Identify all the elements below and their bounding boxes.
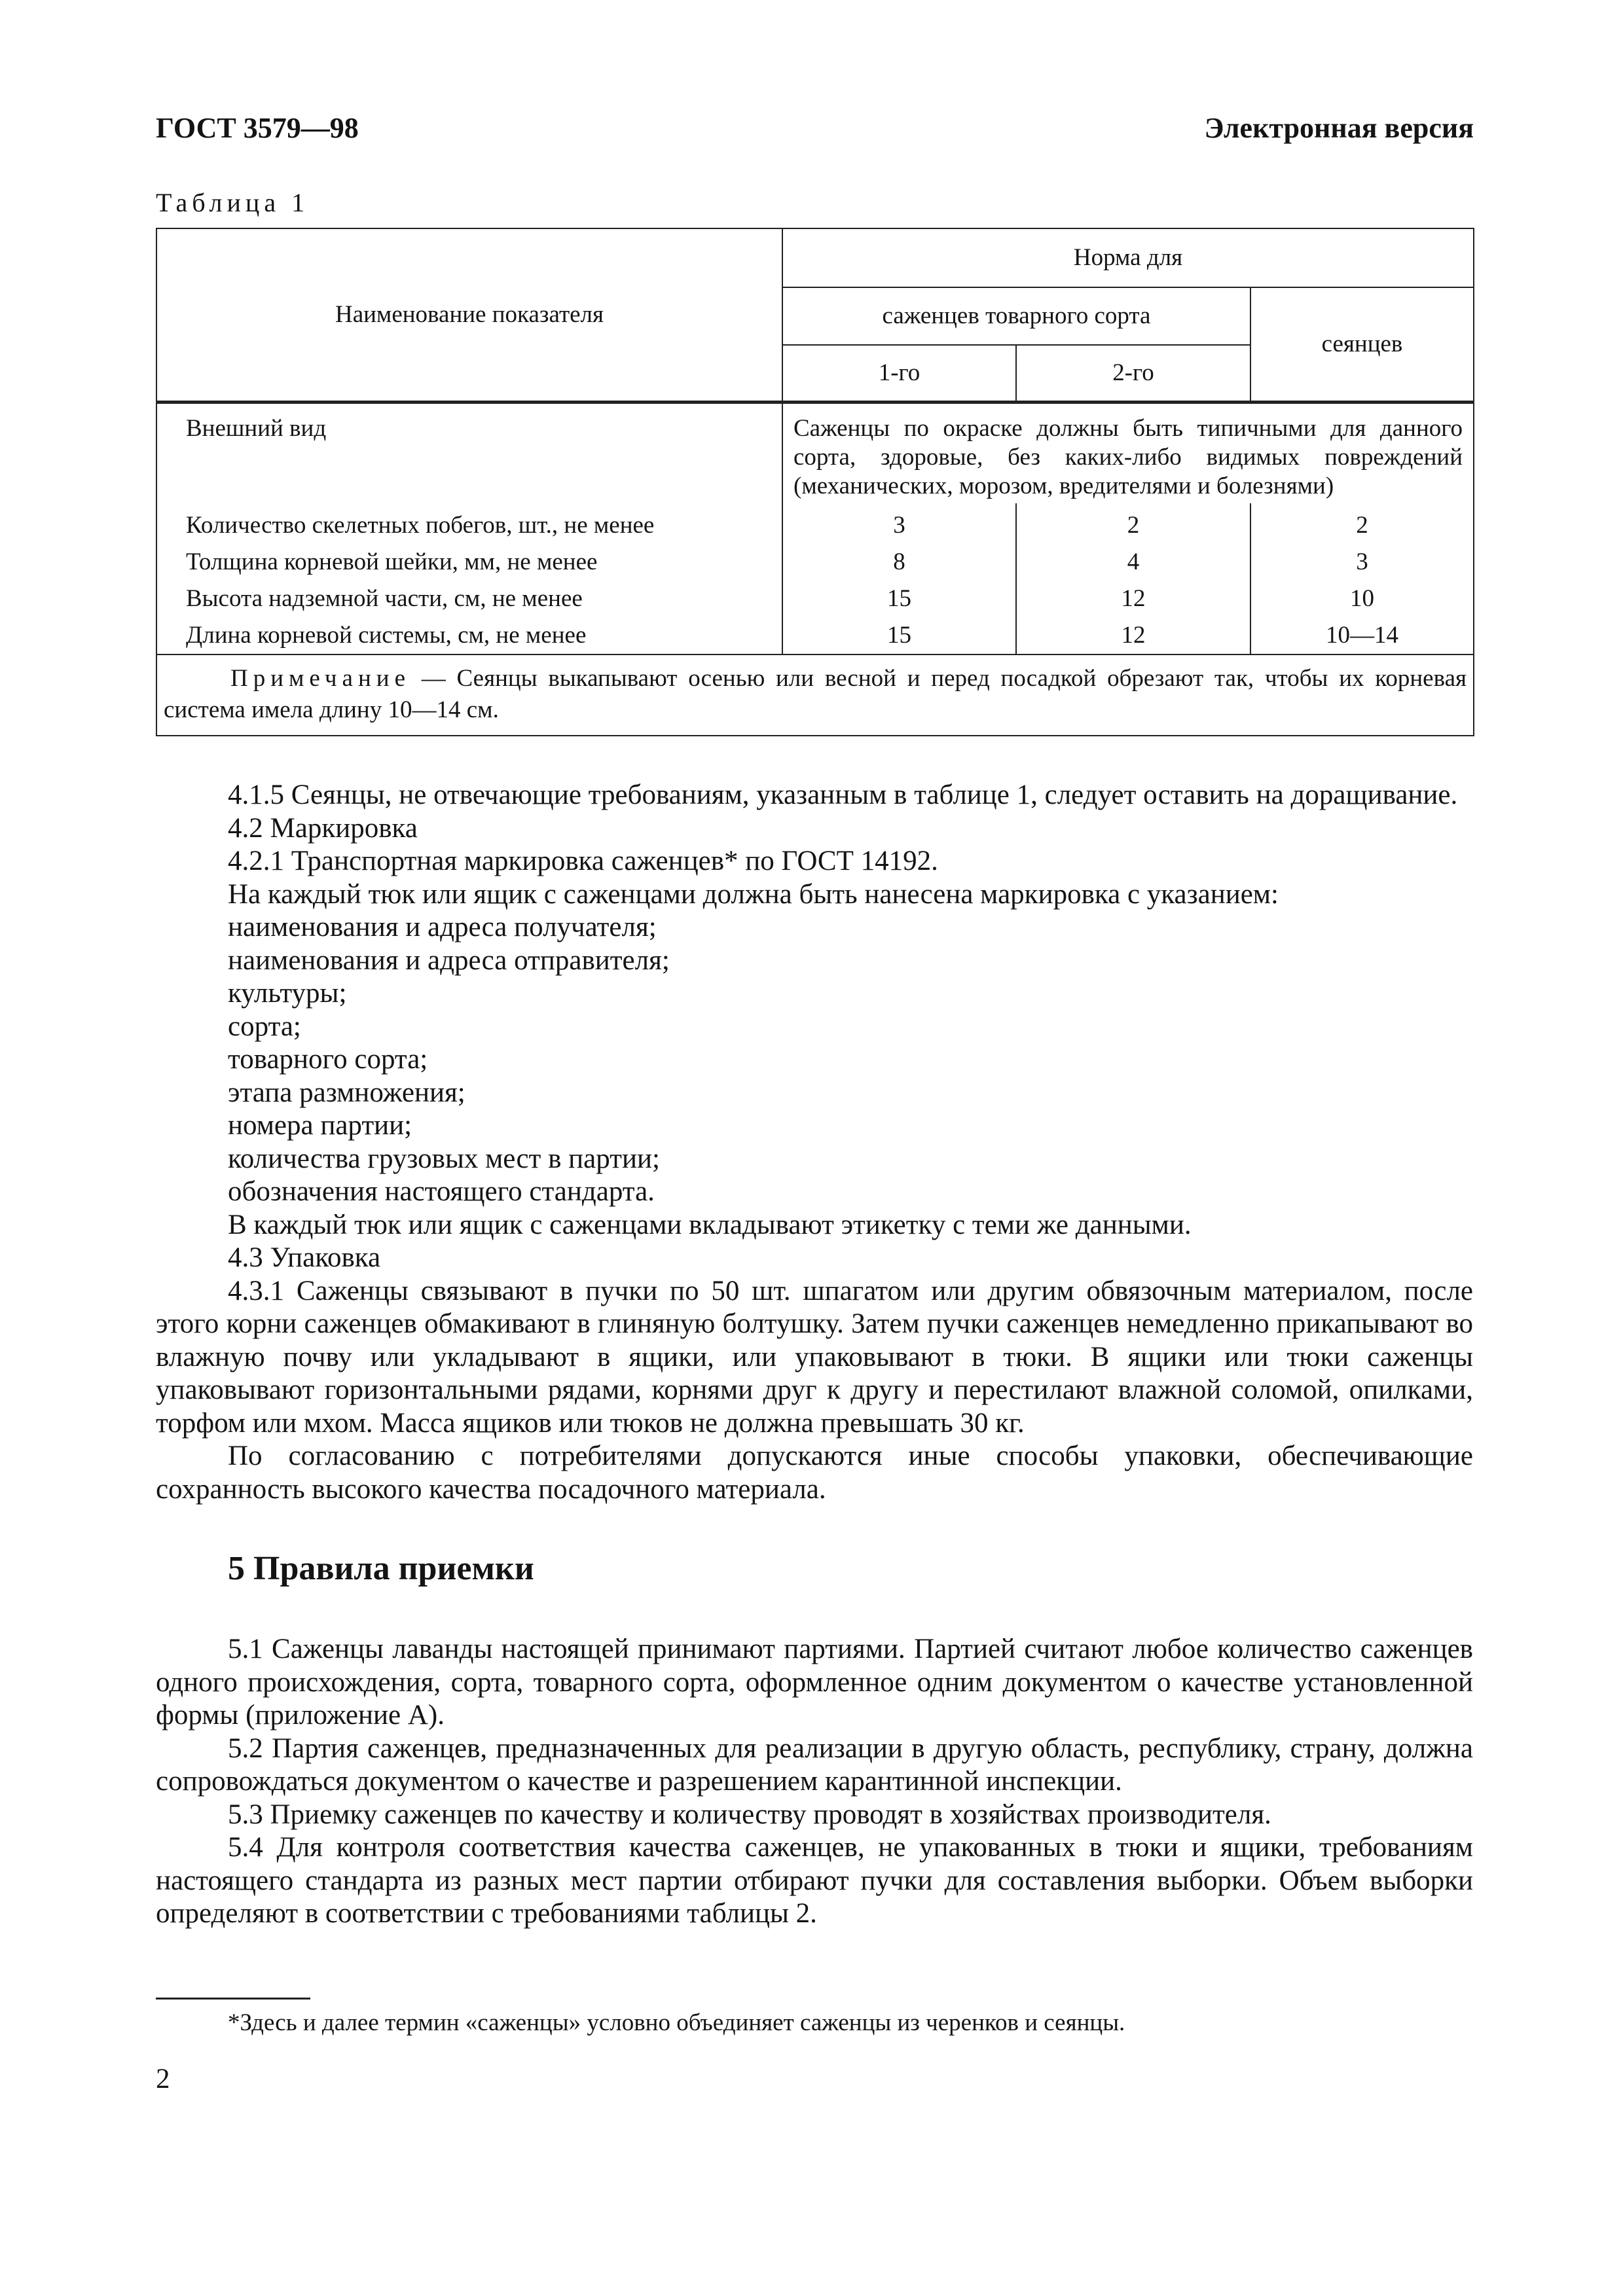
cell-grade-1: 8 — [782, 540, 1016, 577]
list-item: наименования и адреса получателя; — [228, 912, 657, 942]
packaging-alt-paragraph: По согласованию с потребителями допускаются иные способы упаковки, обеспечивающие сохранность высокого качества посадочного материала. — [156, 1441, 1473, 1505]
cell-grade-2: 12 — [1016, 613, 1250, 655]
heading-4-3: 4.3 Упаковка — [228, 1242, 381, 1273]
note-text: — Сеянцы выкапывают осенью или весной и перед посадкой обрезают так, чтобы их корневая система имела длину 10—14 см. — [164, 665, 1467, 723]
footnote-rule — [156, 1998, 310, 2000]
table-row — [156, 577, 1474, 613]
list-item: этапа размножения; — [228, 1077, 465, 1108]
col-header-grade-2: 2-го — [1016, 345, 1250, 403]
heading-4-2: 4.2 Маркировка — [228, 812, 418, 844]
standard-designation: ГОСТ 3579—98 — [156, 112, 359, 144]
table-row — [156, 613, 1474, 655]
cell-seyantsy: 10 — [1250, 577, 1474, 613]
label-paragraph: В каждый тюк или ящик с саженцами вкладывают этикетку с теми же данными. — [228, 1209, 1192, 1240]
list-item: товарного сорта; — [228, 1044, 428, 1075]
list-item: количества грузовых мест в партии; — [228, 1143, 660, 1174]
clause-4-2-1: 4.2.1 Транспортная маркировка саженцев* по ГОСТ 14192. — [228, 846, 938, 876]
col-header-grade-1: 1-го — [782, 345, 1016, 403]
col-header-seedlings-grade: саженцев товарного сорта — [782, 287, 1250, 345]
clause-4-1-5: 4.1.5 Сеянцы, не отвечающие требованиям, указанным в таблице 1, следует оставить на доращивание. — [228, 780, 1458, 810]
clause-4-3-1: 4.3.1 Саженцы связывают в пучки по 50 шт. шпагатом или другим обвязочным материалом, после этого корни саженцев обмакивают в глиняную болтушку. Затем пучки саженцев немедленно прикапывают во влажную почву или укладывают в ящики, или упаковывают в тюки. В ящики или тюки саженцы упаковывают горизонтальными рядами, корнями друг к другу и перестилают влажной соломой, опилками, торфом или мхом. Масса ящиков или тюков не должна превышать 30 кг. — [156, 1275, 1473, 1439]
col-header-seyantsy: сеянцев — [1250, 287, 1474, 403]
section-5-title: 5 Правила приемки — [228, 1550, 534, 1587]
edition-label: Электронная версия — [1204, 112, 1474, 144]
row-name: Высота надземной части, см, не менее — [156, 577, 782, 613]
clause-5-3: 5.3 Приемку саженцев по качеству и количеству проводят в хозяйствах производителя. — [228, 1799, 1271, 1830]
list-item: обозначения настоящего стандарта. — [228, 1176, 655, 1207]
appearance-norm: Саженцы по окраске должны быть типичными для данного сорта, здоровые, без каких-либо видимых повреждений (механических, морозом, вредителями и болезнями) — [782, 403, 1474, 504]
cell-grade-2: 12 — [1016, 577, 1250, 613]
row-name: Внешний вид — [156, 403, 782, 504]
table-note — [156, 655, 1474, 736]
col-header-norm: Норма для — [782, 228, 1474, 287]
clause-5-2: 5.2 Партия саженцев, предназначенных для реализации в другую область, республику, страну, должна сопровождаться документом о качестве и разрешением карантинной инспекции. — [156, 1732, 1473, 1797]
marking-intro: На каждый тюк или ящик с саженцами должна быть нанесена маркировка с указанием: — [228, 878, 1279, 910]
note-label: Примечание — [230, 665, 410, 692]
table-caption: Таблица 1 — [156, 188, 310, 217]
footnote: *Здесь и далее термин «саженцы» условно объединяет саженцы из черенков и сеянцы. — [228, 2009, 1125, 2036]
body-text — [156, 779, 1473, 1931]
clause-5-4: 5.4 Для контроля соответствия качества саженцев, не упакованных в тюки и ящики, требованиям настоящего стандарта из разных мест партии отбирают пучки для составления выборки. Объем выборки определяют в соответствии с требованиями таблицы 2. — [156, 1832, 1473, 1929]
table-row — [156, 540, 1474, 577]
row-name: Количество скелетных побегов, шт., не менее — [156, 503, 782, 540]
cell-grade-1: 15 — [782, 577, 1016, 613]
list-item: культуры; — [228, 978, 347, 1009]
clause-5-1: 5.1 Саженцы лаванды настоящей принимают партиями. Партией считают любое количество саженцев одного происхождения, сорта, товарного сорта, оформленное одним документом о качестве установленной формы (приложение А). — [156, 1634, 1473, 1731]
row-name: Длина корневой системы, см, не менее — [156, 613, 782, 655]
table-row — [156, 403, 1474, 504]
cell-grade-1: 3 — [782, 503, 1016, 540]
cell-seyantsy: 2 — [1250, 503, 1474, 540]
table-row — [156, 503, 1474, 540]
cell-seyantsy: 10—14 — [1250, 613, 1474, 655]
table-1 — [156, 228, 1474, 736]
page-number: 2 — [156, 2064, 170, 2094]
cell-grade-2: 2 — [1016, 503, 1250, 540]
col-header-name: Наименование показателя — [156, 228, 782, 403]
row-name: Толщина корневой шейки, мм, не менее — [156, 540, 782, 577]
cell-grade-2: 4 — [1016, 540, 1250, 577]
list-item: наименования и адреса отправителя; — [228, 944, 670, 976]
list-item: номера партии; — [228, 1110, 412, 1141]
list-item: сорта; — [228, 1011, 301, 1042]
cell-seyantsy: 3 — [1250, 540, 1474, 577]
cell-grade-1: 15 — [782, 613, 1016, 655]
